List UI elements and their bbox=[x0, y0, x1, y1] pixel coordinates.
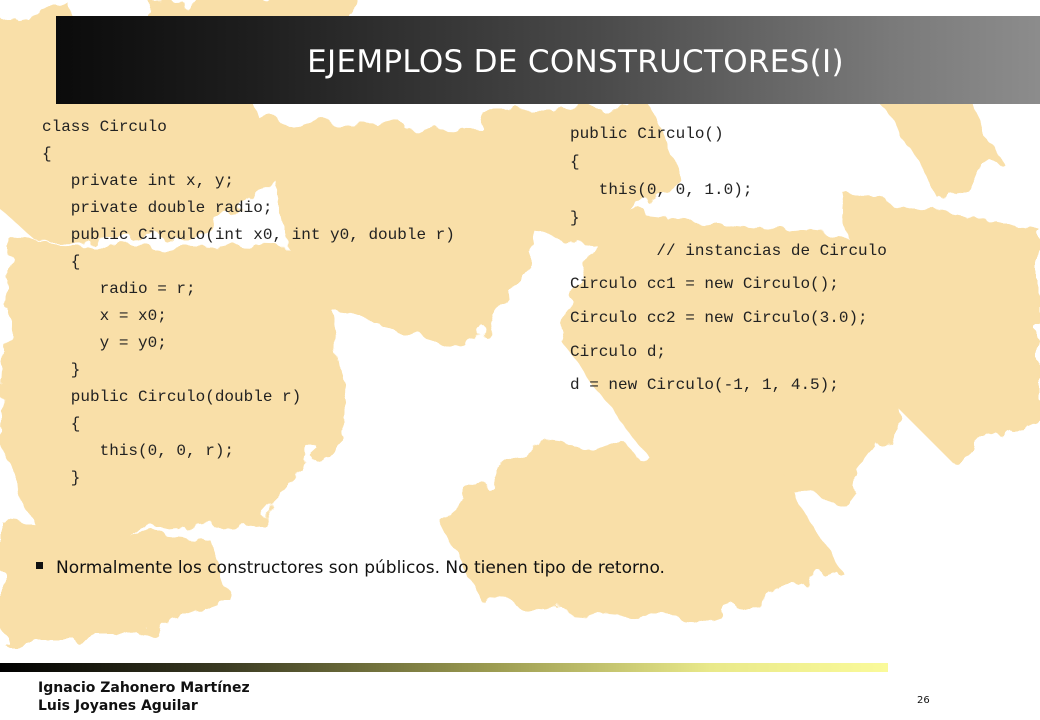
author-name: Luis Joyanes Aguilar bbox=[38, 698, 198, 714]
author-name: Ignacio Zahonero Martínez bbox=[38, 680, 250, 696]
code-line: { bbox=[42, 145, 52, 163]
code-line: d = new Circulo(-1, 1, 4.5); bbox=[570, 376, 839, 394]
code-line: } bbox=[42, 469, 81, 487]
code-line: public Circulo() bbox=[570, 125, 724, 143]
code-line: this(0, 0, r); bbox=[42, 442, 235, 460]
note-bullet bbox=[36, 558, 665, 578]
page-number: 26 bbox=[917, 695, 930, 706]
title-bar bbox=[56, 16, 1040, 104]
code-line: private int x, y; bbox=[42, 172, 235, 190]
code-line: class Circulo bbox=[42, 118, 167, 136]
code-line: public Circulo(double r) bbox=[42, 388, 302, 406]
code-block-instances bbox=[570, 125, 887, 394]
code-line: { bbox=[570, 153, 580, 171]
code-line: x = x0; bbox=[42, 307, 167, 325]
code-line: Circulo cc2 = new Circulo(3.0); bbox=[570, 309, 868, 327]
footer-bar bbox=[0, 663, 888, 672]
code-line: Circulo cc1 = new Circulo(); bbox=[570, 275, 839, 293]
note-text: Normalmente los constructores son públicos. No tienen tipo de retorno. bbox=[56, 558, 665, 578]
code-line: { bbox=[42, 415, 81, 433]
code-line: y = y0; bbox=[42, 334, 167, 352]
code-line: radio = r; bbox=[42, 280, 196, 298]
code-line: private double radio; bbox=[42, 199, 273, 217]
slide-title: EJEMPLOS DE CONSTRUCTORES(I) bbox=[307, 44, 844, 80]
code-line: } bbox=[570, 209, 580, 227]
code-line: this(0, 0, 1.0); bbox=[570, 181, 753, 199]
code-comment: // instancias de Circulo bbox=[570, 242, 887, 260]
code-block-class-definition bbox=[42, 118, 455, 487]
code-line: public Circulo(int x0, int y0, double r) bbox=[42, 226, 455, 244]
square-bullet-icon bbox=[36, 562, 43, 569]
code-line: } bbox=[42, 361, 81, 379]
code-line: Circulo d; bbox=[570, 343, 667, 361]
code-line: { bbox=[42, 253, 81, 271]
